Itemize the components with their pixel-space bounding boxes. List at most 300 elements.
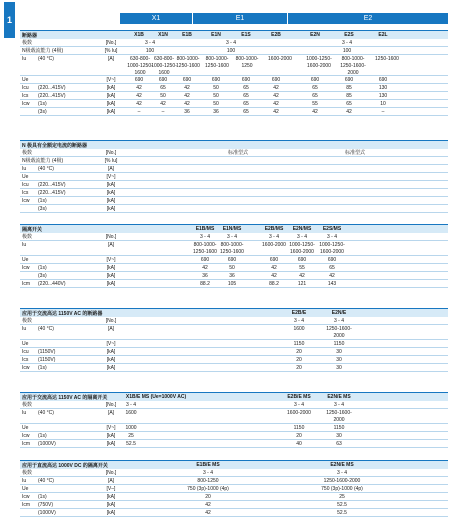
frame-header-e2: E2 [288, 13, 448, 24]
row-label: 极数 [22, 234, 33, 240]
spec-value: 65 [243, 109, 249, 115]
spec-value: 100 [145, 48, 155, 54]
row-condition: (40 °C) [38, 56, 54, 62]
spec-value: 42 [273, 109, 279, 115]
spec-value: 1600-2000 [287, 410, 311, 416]
spec-value: 3 - 4 [341, 40, 352, 46]
spec-value: 88.2 [269, 281, 279, 287]
spec-value: 1000-1250- 1600-2000 [319, 242, 345, 255]
spec-value: 52.5 [337, 502, 347, 508]
row-unit: [kA] [106, 190, 116, 196]
row-unit: [V~] [106, 341, 116, 347]
spec-value: – [137, 109, 141, 115]
spec-value: 30 [336, 357, 342, 363]
spec-value: – [161, 109, 165, 115]
row-label: 极数 [22, 402, 33, 408]
type-header: X1B [134, 32, 144, 38]
spec-value: 42 [346, 109, 352, 115]
table-row [20, 197, 448, 205]
table-row [20, 47, 448, 55]
row-label: Icm [22, 281, 31, 287]
spec-value: 130 [378, 85, 388, 91]
spec-value: 25 [128, 433, 134, 439]
type-header: E1B/E MS [196, 462, 220, 468]
spec-value: 30 [336, 433, 342, 439]
table-row [20, 256, 448, 264]
row-label: Icw [22, 101, 30, 107]
row-condition: (220...440V) [38, 281, 66, 287]
row-unit: [No.] [105, 234, 117, 240]
row-unit: [kA] [106, 357, 116, 363]
spec-value: 20 [296, 349, 302, 355]
table-row [20, 55, 448, 76]
spec-value: 36 [202, 273, 208, 279]
spec-value: 63 [336, 441, 342, 447]
spec-value: 3 - 4 [125, 402, 136, 408]
spec-value: 42 [184, 85, 190, 91]
spec-value: 800-1000- 1250-1600 [176, 56, 200, 69]
row-condition: (3s) [38, 206, 47, 212]
spec-value: 3 - 4 [226, 234, 237, 240]
row-label: Iu [22, 56, 27, 62]
spec-value: 42 [312, 109, 318, 115]
spec-value: 1250-1600 [375, 56, 399, 62]
row-label: Icw [22, 365, 30, 371]
spec-value: 3 - 4 [333, 402, 344, 408]
row-unit: [kA] [106, 101, 116, 107]
spec-value: 3 - 4 [336, 470, 347, 476]
row-label: Ics [22, 357, 29, 363]
type-header: E1N [211, 32, 221, 38]
row-unit: [kA] [106, 93, 116, 99]
spec-value: 690 [241, 77, 251, 83]
spec-value: 20 [205, 494, 211, 500]
spec-value: 800-1000- 1250-1600 [193, 242, 217, 255]
spec-value: 50 [213, 85, 219, 91]
table-row [20, 477, 448, 485]
row-label: Iu [22, 242, 27, 248]
table-row [20, 509, 448, 517]
spec-value: 800-1000- 1250-1600 [220, 242, 244, 255]
row-label: 极数 [22, 40, 33, 46]
spec-value: 30 [336, 365, 342, 371]
row-condition: (1s) [38, 101, 47, 107]
spec-value: 1600 [125, 410, 137, 416]
spec-value: 50 [160, 93, 166, 99]
row-unit: [A] [107, 478, 115, 484]
type-header: X1N [158, 32, 168, 38]
type-header: E1B/MS [195, 226, 215, 232]
table-row [20, 469, 448, 477]
row-unit: [V~] [106, 425, 116, 431]
spec-value: 42 [136, 101, 142, 107]
row-condition: (220...415V) [38, 190, 66, 196]
spec-value: 690 [134, 77, 144, 83]
spec-value: 690 [200, 257, 210, 263]
row-unit: [V–] [106, 486, 116, 492]
spec-value: 42 [329, 273, 335, 279]
spec-value: 690 [378, 77, 388, 83]
table-row [20, 348, 448, 356]
table-row [20, 440, 448, 448]
spec-value: 50 [213, 101, 219, 107]
table-row [20, 181, 448, 189]
spec-value: 1250-1600- 2000 [326, 326, 352, 339]
spec-value: 65 [329, 265, 335, 271]
section-title-text: 应用于交流高达 1150V AC 的断路器 [22, 310, 103, 317]
row-unit: [kA] [106, 206, 116, 212]
spec-value: 36 [213, 109, 219, 115]
spec-value: 42 [184, 101, 190, 107]
type-header: E2B/MS [264, 226, 284, 232]
row-condition: (1s) [38, 365, 47, 371]
table-row [20, 173, 448, 181]
spec-value: 690 [269, 257, 279, 263]
spec-value: 42 [160, 101, 166, 107]
row-condition: (40 °C) [38, 478, 54, 484]
type-header: E2N [310, 32, 320, 38]
row-unit: [A] [107, 410, 115, 416]
table-ac-1150-breakers [20, 308, 448, 372]
spec-value: 65 [312, 93, 318, 99]
type-header: E2S/MS [322, 226, 342, 232]
table-row [20, 432, 448, 440]
row-label: Icm [22, 441, 31, 447]
table-row [20, 280, 448, 288]
section-title [20, 392, 448, 401]
row-unit: [kA] [106, 510, 116, 516]
row-label: Iu [22, 166, 27, 172]
page-number-badge: 1 [4, 2, 15, 38]
spec-value: 800-1000- 1250 [235, 56, 259, 69]
table-row [20, 233, 448, 241]
table-row [20, 108, 448, 116]
type-header: E1B [182, 32, 192, 38]
spec-value: 1150 [333, 341, 345, 347]
spec-value: 3 - 4 [268, 234, 279, 240]
row-condition: (750V) [38, 502, 54, 508]
type-header: E2L [378, 32, 388, 38]
table-row [20, 157, 448, 165]
table-row [20, 100, 448, 108]
row-unit: [kA] [106, 182, 116, 188]
frame-header-x1: X1 [120, 13, 192, 24]
table-row [20, 272, 448, 280]
row-unit: [kA] [106, 273, 116, 279]
row-unit: [kA] [106, 265, 116, 271]
table-row [20, 501, 448, 509]
spec-value: 42 [271, 265, 277, 271]
type-header: E2B/E [291, 310, 307, 316]
spec-value: 105 [227, 281, 237, 287]
row-unit: [% Iu] [104, 158, 118, 164]
type-header: E2S [344, 32, 354, 38]
row-unit: [kA] [106, 109, 116, 115]
row-label: Icu [22, 349, 29, 355]
row-condition: (1150V) [38, 357, 56, 363]
row-unit: [No.] [105, 40, 117, 46]
table-switch-disconnectors [20, 224, 448, 288]
spec-value: 1150 [333, 425, 345, 431]
spec-value: 1600-2000 [262, 242, 286, 248]
row-unit: [V~] [106, 174, 116, 180]
spec-value: 55 [312, 101, 318, 107]
table-row [20, 76, 448, 84]
row-label: Ue [22, 257, 29, 263]
row-condition: (3s) [38, 109, 47, 115]
section-title [20, 224, 448, 233]
row-unit: [No.] [105, 150, 117, 156]
spec-value: 690 [310, 77, 320, 83]
spec-value: 800-1000- 1250-1600 [205, 56, 229, 69]
spec-value: 42 [205, 510, 211, 516]
table-row [20, 485, 448, 493]
spec-value: 143 [327, 281, 337, 287]
spec-value: 20 [296, 357, 302, 363]
table-row [20, 401, 448, 409]
spec-value: 3 - 4 [333, 318, 344, 324]
spec-value: 42 [273, 93, 279, 99]
row-label: 极数 [22, 318, 33, 324]
standard-version-label: 标准型式 [344, 150, 365, 156]
section-title-text: N 极具有全额定电流的断路器 [22, 142, 88, 149]
spec-value: 42 [136, 85, 142, 91]
spec-value: 36 [184, 109, 190, 115]
type-header: X1B/E MS (Ue=1000V AC) [125, 394, 187, 400]
row-unit: [No.] [105, 402, 117, 408]
spec-value: 65 [243, 101, 249, 107]
spec-value: 800-1250 [197, 478, 219, 484]
spec-value: 36 [229, 273, 235, 279]
spec-value: 690 [271, 77, 281, 83]
row-condition: (220...415V) [38, 85, 66, 91]
spec-value: 800-1000- 1250-1600- 2000 [340, 56, 366, 76]
spec-value: 30 [336, 349, 342, 355]
row-label: Ue [22, 425, 29, 431]
row-unit: [kA] [106, 494, 116, 500]
spec-value: 42 [136, 93, 142, 99]
spec-value: 3 - 4 [293, 318, 304, 324]
table-row [20, 149, 448, 157]
spec-value: 1000-1250- 1600-2000 [306, 56, 332, 69]
row-unit: [kA] [106, 433, 116, 439]
row-unit: [kA] [106, 365, 116, 371]
row-label: Ue [22, 341, 29, 347]
spec-value: 1150 [293, 425, 305, 431]
row-unit: [A] [107, 56, 115, 62]
row-unit: [A] [107, 166, 115, 172]
spec-value: 52.5 [337, 510, 347, 516]
table-row [20, 356, 448, 364]
spec-value: 42 [184, 93, 190, 99]
type-header: E2N/E MS [327, 394, 351, 400]
row-label: Ue [22, 486, 29, 492]
table-row [20, 364, 448, 372]
spec-value: 690 [182, 77, 192, 83]
spec-value: 3 - 4 [296, 234, 307, 240]
spec-value: 690 [327, 257, 337, 263]
row-condition: (3s) [38, 273, 47, 279]
spec-value: 42 [273, 101, 279, 107]
spec-value: 88.2 [200, 281, 210, 287]
spec-value: 3 - 4 [293, 402, 304, 408]
row-unit: [A] [107, 326, 115, 332]
spec-value: 3 - 4 [144, 40, 155, 46]
row-label: Icu [22, 182, 29, 188]
spec-value: 130 [378, 93, 388, 99]
frame-header-e1: E1 [193, 13, 287, 24]
table-row [20, 92, 448, 100]
table-row [20, 39, 448, 47]
spec-value: 3 - 4 [326, 234, 337, 240]
table-row [20, 340, 448, 348]
row-label: Icw [22, 433, 30, 439]
section-title-text: 应用于直流高达 1000V DC 的隔离开关 [22, 462, 108, 469]
spec-value: 1150 [293, 341, 305, 347]
section-title-text: 断路器 [22, 32, 38, 39]
table-row [20, 493, 448, 501]
row-condition: (1000V) [38, 510, 56, 516]
row-label: Iu [22, 326, 27, 332]
table-row [20, 205, 448, 213]
row-unit: [kA] [106, 198, 116, 204]
spec-value: 1600 [293, 326, 305, 332]
type-header: E2B [271, 32, 281, 38]
row-unit: [No.] [105, 470, 117, 476]
spec-value: 1250-1600- 2000 [326, 410, 352, 423]
row-unit: [V~] [106, 257, 116, 263]
spec-value: 52.5 [126, 441, 136, 447]
spec-value: 630-800- 1000-1250- 1600 [151, 56, 177, 76]
row-label: Iu [22, 478, 27, 484]
row-condition: (1s) [38, 198, 47, 204]
spec-value: 690 [211, 77, 221, 83]
section-title [20, 460, 448, 469]
row-condition: (1150V) [38, 349, 56, 355]
spec-value: 20 [296, 365, 302, 371]
row-label: Ics [22, 93, 29, 99]
spec-value: 3 - 4 [225, 40, 236, 46]
row-condition: (220...415V) [38, 182, 66, 188]
spec-value: 42 [271, 273, 277, 279]
spec-value: 1000 [125, 425, 137, 431]
spec-value: 3 - 4 [202, 470, 213, 476]
row-condition: (1000V) [38, 441, 56, 447]
spec-value: 690 [297, 257, 307, 263]
row-unit: [A] [107, 242, 115, 248]
spec-value: 20 [296, 433, 302, 439]
spec-value: 121 [297, 281, 307, 287]
row-condition: (40 °C) [38, 326, 54, 332]
spec-value: 50 [229, 265, 235, 271]
type-header: E2N/MS [292, 226, 312, 232]
standard-version-label: 标准型式 [227, 150, 248, 156]
table-circuit-breakers [20, 30, 448, 116]
section-title-text: 应用于交流高达 1150V AC 的隔离开关 [22, 394, 108, 401]
spec-value: 85 [346, 85, 352, 91]
row-condition: (1s) [38, 265, 47, 271]
row-unit: [% Iu] [104, 48, 118, 54]
type-header: E2N/E MS [330, 462, 354, 468]
row-label: Iu [22, 410, 27, 416]
spec-value: 1600-2000 [268, 56, 292, 62]
row-unit: [kA] [106, 281, 116, 287]
row-label: Icm [22, 502, 31, 508]
row-unit: [V~] [106, 77, 116, 83]
section-title [20, 140, 448, 149]
row-label: Icw [22, 265, 30, 271]
spec-value: 55 [299, 265, 305, 271]
spec-value: 42 [205, 502, 211, 508]
type-header: E2N/E [331, 310, 347, 316]
type-header: E1N/MS [222, 226, 242, 232]
table-dc-1000-disconnectors [20, 460, 448, 517]
table-row [20, 241, 448, 256]
spec-value: 42 [299, 273, 305, 279]
type-header: E2B/E MS [287, 394, 311, 400]
table-full-neutral-breakers [20, 140, 448, 213]
spec-value: 50 [213, 93, 219, 99]
spec-value: 85 [346, 93, 352, 99]
spec-value: 100 [342, 48, 352, 54]
row-label: Ue [22, 174, 29, 180]
row-condition: (1s) [38, 494, 47, 500]
row-condition: (220...415V) [38, 93, 66, 99]
row-label: N极载流能力 (4极) [22, 158, 64, 164]
spec-value: 40 [296, 441, 302, 447]
spec-value: 25 [339, 494, 345, 500]
row-label: Ue [22, 77, 29, 83]
row-label: Icw [22, 198, 30, 204]
section-title [20, 308, 448, 317]
row-unit: [kA] [106, 349, 116, 355]
row-label: N极载流能力 (4极) [22, 48, 64, 54]
spec-value: 630-800- 1000-1250- 1600 [127, 56, 153, 76]
row-unit: [kA] [106, 502, 116, 508]
spec-value: 65 [160, 85, 166, 91]
table-row [20, 189, 448, 197]
row-label: 极数 [22, 150, 33, 156]
table-row [20, 317, 448, 325]
spec-value: 42 [273, 85, 279, 91]
row-condition: (1s) [38, 433, 47, 439]
table-row [20, 424, 448, 432]
spec-value: 1000-1250- 1600-2000 [289, 242, 315, 255]
spec-value: 65 [312, 85, 318, 91]
spec-value: 42 [202, 265, 208, 271]
spec-value: 690 [227, 257, 237, 263]
type-header: E1S [241, 32, 251, 38]
section-title [20, 30, 448, 39]
section-title-text: 隔离开关 [22, 226, 43, 233]
spec-value: 65 [243, 93, 249, 99]
spec-value: 750 (3p)-1000 (4p) [321, 486, 363, 492]
row-label: Icw [22, 494, 30, 500]
table-row [20, 84, 448, 92]
spec-value: 3 - 4 [199, 234, 210, 240]
spec-value: 65 [346, 101, 352, 107]
table-row [20, 325, 448, 340]
table-row [20, 264, 448, 272]
table-ac-1150-disconnectors [20, 392, 448, 448]
spec-value: 750 (3p)-1000 (4p) [187, 486, 229, 492]
row-condition: (40 °C) [38, 410, 54, 416]
spec-value: 690 [158, 77, 168, 83]
spec-value: 65 [243, 85, 249, 91]
row-label: 极数 [22, 470, 33, 476]
spec-value: 10 [380, 101, 386, 107]
table-row [20, 409, 448, 424]
